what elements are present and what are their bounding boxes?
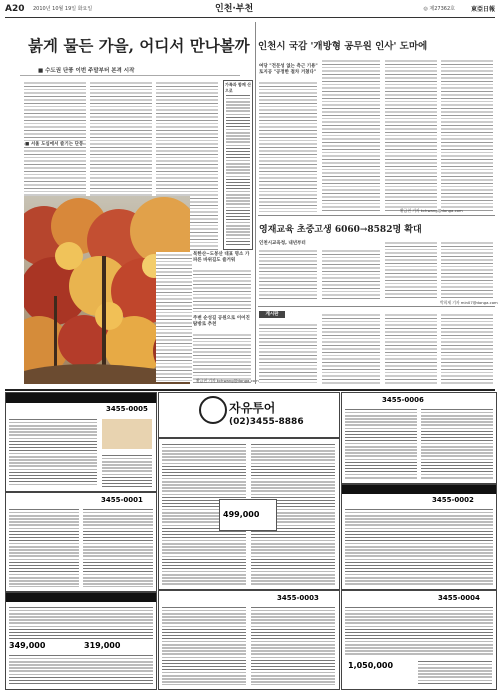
right-col-4-text (441, 58, 493, 212)
ad-right-3 (341, 590, 497, 690)
brand-logo-icon (199, 396, 227, 424)
mid-col-1-text (259, 248, 317, 300)
ad-left-1-image (102, 419, 152, 449)
notice-col-1 (259, 322, 317, 384)
ad-right-2 (341, 484, 497, 590)
ad-right-1-text-2 (421, 407, 493, 479)
column-divider (255, 22, 256, 384)
ad-center-bottom-text-2 (251, 605, 335, 685)
left-subhead: ■ 수도권 단풍 이번 주말부터 본격 시작 (38, 68, 135, 74)
right-col-3-text (385, 58, 437, 212)
ad-left-1-text (9, 417, 97, 487)
right-col-1-text (259, 80, 317, 212)
mid-col-2-text (322, 248, 380, 300)
ad-right-3-phone: 3455-0004 (438, 594, 480, 602)
right-headline: 인천시 국감 '개방형 공무원 인사' 도마에 (258, 41, 428, 52)
ad-right-1-phone: 3455-0006 (382, 396, 424, 404)
mid-headline: 영재교육 초중고생 6060→8582명 확대 (259, 225, 422, 235)
side-head-1: 북한산~도봉산 대표 명소 가파른 바위길도 즐거워 (193, 252, 250, 263)
ad-right-2-banner (342, 485, 496, 494)
side-text-2 (193, 332, 251, 384)
header-rule (5, 17, 495, 18)
ad-left-3-price-2: 319,000 (84, 641, 121, 650)
brand-phone: (02)3455-8886 (229, 417, 304, 427)
ad-right-2-phone: 3455-0002 (432, 496, 474, 504)
right-subhead: 여당 "전문성 없는 측근 기용" 토지공 "공정한 절차 거쳤다" (259, 64, 318, 75)
ad-right-1 (341, 392, 497, 484)
newspaper-logo: 東亞日報 (470, 6, 495, 13)
ad-left-2-phone: 3455-0001 (101, 496, 143, 504)
notice-col-2 (322, 312, 380, 384)
ad-left-2-text (9, 507, 79, 587)
ad-right-3-price: 1,050,000 (348, 661, 394, 670)
ad-left-2 (5, 492, 157, 592)
ad-left-1-text-2 (102, 453, 152, 487)
ad-left-3-banner (6, 593, 156, 602)
ad-left-1-banner (6, 393, 156, 403)
mid-col-4-text (441, 240, 493, 300)
travel-ads-section (5, 392, 495, 688)
page-number: A20 (5, 4, 25, 14)
ad-top-rule (5, 389, 495, 391)
ad-left-1 (5, 392, 157, 492)
left-sub-rule (20, 75, 240, 76)
notice-board-title: 게시판 (259, 311, 285, 318)
page-header (5, 3, 495, 16)
left-side-column (193, 252, 251, 384)
right-col-2-text (322, 58, 380, 212)
notice-col-3 (385, 312, 437, 384)
mid-col-3-text (385, 240, 437, 300)
left-sidebar-text (226, 93, 250, 245)
issue-date: 2010년 10월 19일 화요일 (33, 6, 93, 12)
notice-col-4 (441, 312, 493, 384)
ad-right-3-text (345, 605, 493, 655)
mid-subhead: 인천시교육청, 내년부터 (259, 241, 306, 246)
ad-left-3-text (9, 605, 153, 639)
ad-left-3-price: 349,000 (9, 641, 46, 650)
ad-center-price: 499,000 (223, 510, 260, 519)
ad-center-bottom-text (162, 605, 246, 685)
section-title: 인천·부천 (215, 4, 254, 14)
edition-number: ◎ 제27362호 (423, 6, 455, 12)
left-col-3b-text (156, 252, 192, 382)
brand-name: 자유투어 (229, 401, 276, 415)
ad-left-3-text-2 (9, 653, 153, 685)
ad-left-3 (5, 592, 157, 690)
left-mid-label: ■ 서울 도심에서 즐기는 단풍 (25, 142, 84, 147)
ad-left-1-phone: 3455-0005 (106, 405, 148, 413)
box-head-1: 가족과 함께 산으로 (225, 82, 251, 93)
ad-center-callout (219, 499, 277, 531)
ad-right-1-text (345, 407, 417, 479)
ad-right-2-text (345, 507, 493, 585)
ad-center-bottom (158, 590, 340, 690)
left-headline: 붉게 물든 가을, 어디서 만나볼까 (28, 36, 250, 55)
left-byline: 황금천 기자 kchwang@donga.com (196, 378, 259, 383)
right-byline: 황금천 기자 kchwang@donga.com (400, 208, 463, 213)
side-text-1 (193, 268, 251, 312)
right-story-rule (258, 215, 495, 216)
ad-center-bottom-phone: 3455-0003 (277, 594, 319, 602)
left-sidebar-box (223, 80, 253, 250)
mid-byline: 박희제 기자 min07@donga.com (440, 300, 498, 305)
ad-right-3-text-2 (418, 659, 492, 685)
side-head-2: 주변 순성길 공원으로 이어진 탐방로 추천 (193, 316, 250, 327)
mid-story-rule (258, 306, 495, 307)
ad-left-2-text-2 (83, 507, 153, 587)
ad-center-main (158, 438, 340, 590)
ad-center-brand (158, 392, 340, 438)
